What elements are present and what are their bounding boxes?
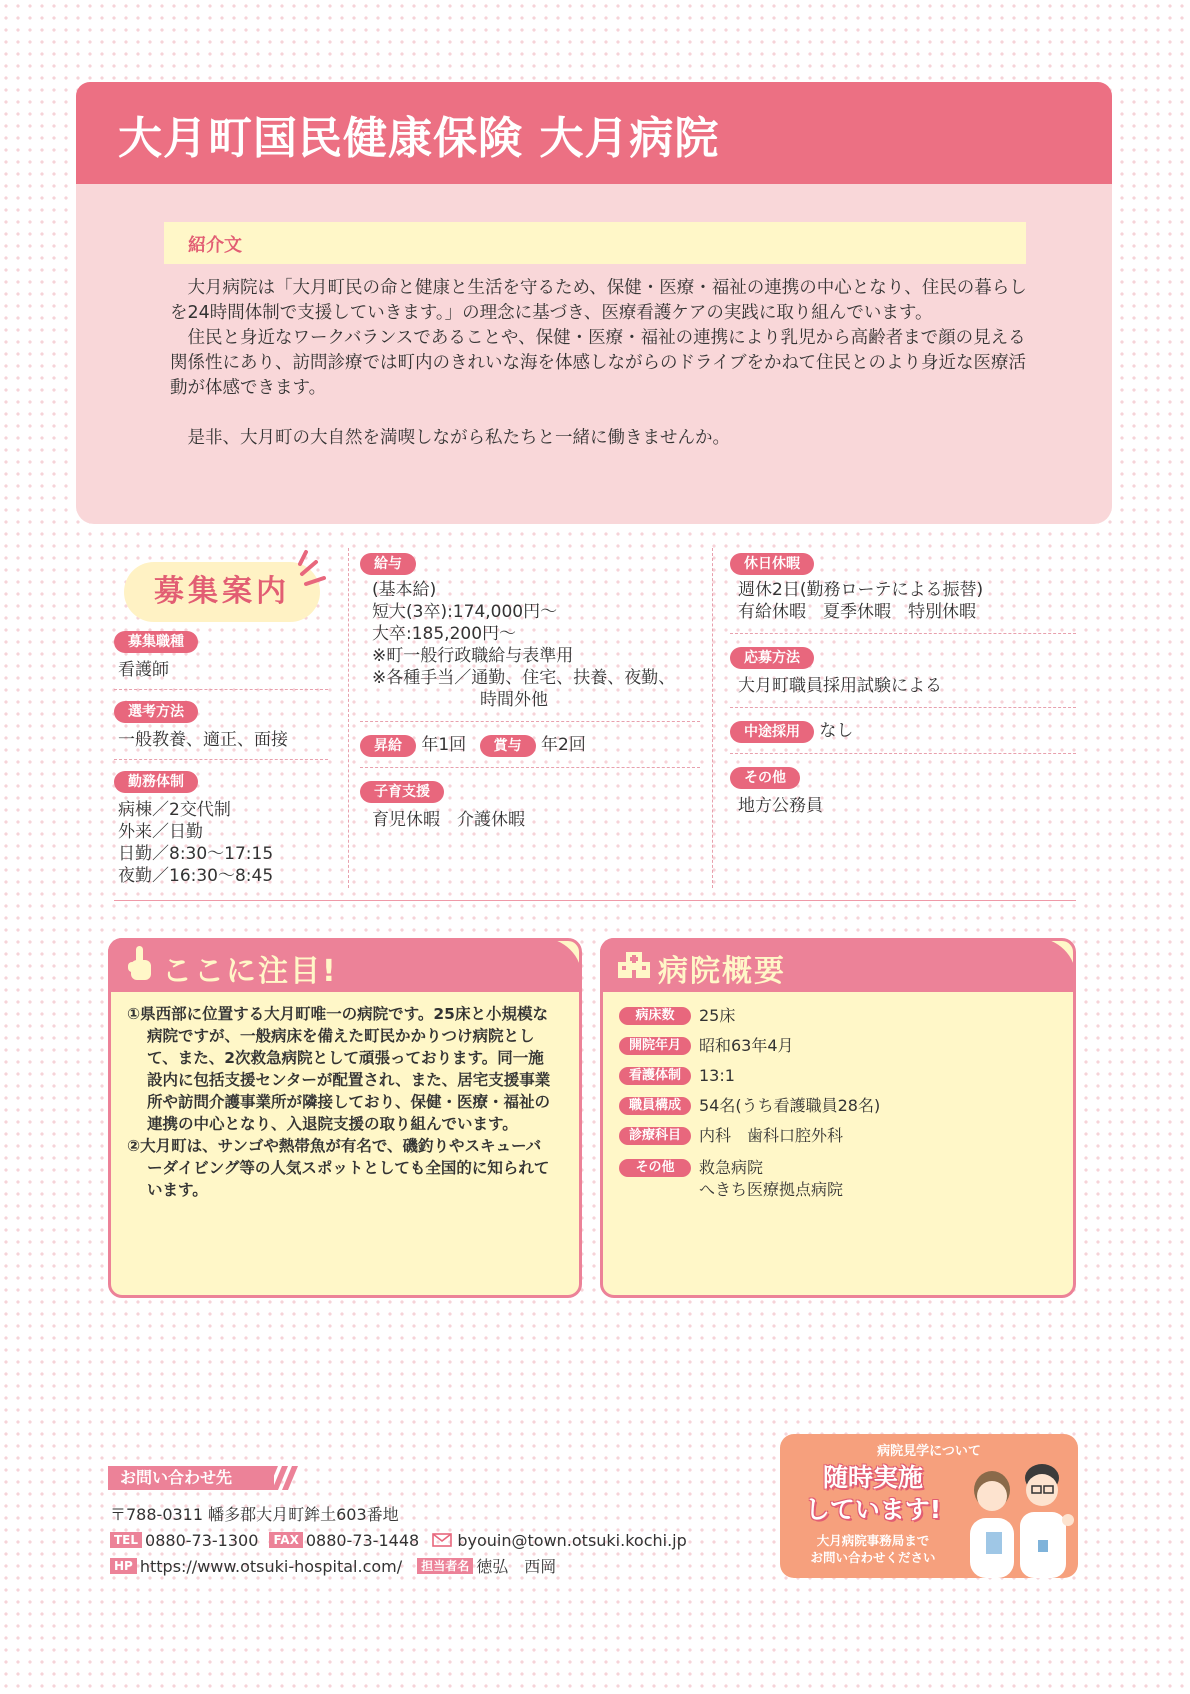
promo-sub-text [788,1532,958,1566]
overview-value: 54名(うち看護職員28名) [699,1096,881,1115]
holiday-line: 週休2日(勤務ローテによる振替) [738,580,984,600]
apply-label: 応募方法 [730,647,814,669]
overview-row [619,1035,794,1057]
childcare-item [360,768,700,831]
midcareer-value: なし [819,721,854,741]
overview-value: へきち医療拠点病院 [699,1180,844,1199]
selection-value: 一般教養、適正、面接 [118,730,288,750]
other-item [730,754,1076,817]
pointing-hand-icon [126,944,156,984]
shift-line: 日勤／8:30〜17:15 [118,844,274,864]
other-value: 地方公務員 [738,796,823,816]
tel-value: 0880-73-1300 [145,1531,259,1550]
holiday-item [730,552,1076,634]
intro-label: 紹介文 [188,235,242,256]
section-divider [114,900,1076,901]
raise-bonus-item [360,722,700,768]
attention-header [108,938,582,992]
person-value: 徳弘 西岡 [476,1557,557,1576]
overview-label: 病床数 [619,1007,691,1025]
salary-line: ※町一般行政職給与表準用 [372,646,574,666]
overview-label: その他 [619,1159,691,1177]
overview-value: 救急病院 [699,1158,764,1177]
hp-link[interactable]: https://www.otsuki-hospital.com/ [139,1557,403,1576]
overview-header [600,938,1076,992]
attention-item: ②大月町は、サンゴや熱帯魚が有名で、磯釣りやスキューバーダイビング等の人気スポットとしても全国的に知られています。 [127,1137,550,1199]
mail-icon [432,1533,452,1547]
salary-label: 給与 [360,553,416,575]
overview-panel [600,938,1076,1298]
overview-row [619,1157,843,1201]
intro-box [76,184,1112,524]
job-value: 看護師 [118,660,169,680]
hp-label: HP [110,1558,137,1574]
overview-title: 病院概要 [658,954,786,989]
salary-item [360,552,700,722]
slash-decoration-icon [262,1466,298,1490]
raise-value: 年1回 [421,735,467,755]
person-label: 担当者名 [417,1558,473,1574]
salary-line: (基本給) [372,580,437,600]
contact-address: 〒788-0311 幡多郡大月町鉾土603番地 [110,1505,399,1524]
raise-label: 昇給 [360,735,416,757]
page-title: 大月町国民健康保険 大月病院 [118,113,720,164]
sparkle-icon [298,548,328,588]
shift-item [114,760,328,887]
midcareer-label: 中途採用 [730,721,814,743]
column-divider [348,548,349,888]
intro-label-bar [164,222,1026,264]
overview-label: 開院年月 [619,1037,691,1055]
hospital-building-icon [616,950,652,980]
overview-label: 看護体制 [619,1067,691,1085]
attention-list [127,1003,555,1201]
overview-row [619,1005,735,1027]
email-link[interactable]: byouin@town.otsuki.kochi.jp [457,1531,687,1550]
promo-line: しています! [804,1495,942,1524]
intro-paragraph-3: 是非、大月町の大自然を満喫しながら私たちと一緒に働きませんか。 [187,428,730,448]
salary-line: 時間外他 [480,690,548,710]
fax-label: FAX [269,1532,302,1548]
overview-row [619,1095,880,1117]
column-divider [712,548,713,888]
shift-line: 夜勤／16:30〜8:45 [118,866,274,886]
holiday-label: 休日休暇 [730,553,814,575]
promo-small-line: 大月病院事務局まで [816,1533,930,1548]
bonus-value: 年2回 [541,735,586,755]
attention-item: ①県西部に位置する大月町唯一の病院です。25床と小規模な病院ですが、一般病床を備えた町民かかりつけ病院として、また、2次救急病院として頑張っております。同一施設内に包括支援センターが配置され、また、居宅支援事業所や訪問介護事業所が隣接しており、保健・医療・福祉の連携の中心となり、入退院支援の取り組んでいます。 [127,1005,551,1133]
overview-value: 25床 [699,1006,736,1025]
promo-heading: 病院見学について [877,1444,981,1459]
promo-small-line: お問い合わせください [810,1550,936,1565]
childcare-label: 子育支援 [360,781,444,803]
overview-label: 診療科目 [619,1127,691,1145]
intro-text [170,276,1030,451]
recruit-column-3 [730,552,1076,817]
recruit-title: 募集案内 [124,562,320,622]
bonus-label: 賞与 [480,735,536,757]
shift-label: 勤務体制 [114,771,198,793]
intro-paragraph-1: 大月病院は「大月町民の命と健康と生活を守るため、保健・医療・福祉の連携の中心となり、住民の暮らしを24時間体制で支援していきます。」の理念に基づき、医療看護ケアの実践に取り組んでいます。 [170,278,1027,323]
childcare-value: 育児休暇 介護休暇 [372,810,525,830]
job-label: 募集職種 [114,631,198,653]
overview-row [619,1125,843,1147]
contact-phone-row [110,1530,687,1552]
salary-line: 大卒:185,200円〜 [372,624,517,644]
visit-promo [780,1434,1078,1578]
overview-label: 職員構成 [619,1097,691,1115]
staff-illustration [960,1460,1074,1578]
salary-line: ※各種手当／通勤、住宅、扶養、夜勤、 [372,668,676,688]
recruit-column-1 [114,630,328,887]
job-item [114,630,328,690]
overview-value: 昭和63年4月 [699,1036,794,1055]
salary-line: 短大(3卒):174,000円〜 [372,602,558,622]
attention-panel [108,938,582,1298]
apply-item [730,634,1076,708]
overview-value: 13:1 [699,1066,735,1085]
midcareer-item [730,708,1076,754]
tel-label: TEL [110,1532,142,1548]
fax-value: 0880-73-1448 [305,1531,420,1550]
holiday-line: 有給休暇 夏季休暇 特別休暇 [738,602,976,622]
other-label: その他 [730,767,800,789]
title-bar [76,82,1112,184]
apply-value: 大月町職員採用試験による [738,676,942,696]
contact-title: お問い合わせ先 [108,1466,274,1490]
intro-paragraph-2: 住民と身近なワークバランスであることや、保健・医療・福祉の連携により乳児から高齢者まで顔の見える関係性にあり、訪問診療では町内のきれいな海を体感しながらのドライブをかねて住民とのより身近な医療活動が体感できます。 [170,328,1027,398]
contact-hp-row [110,1556,556,1578]
selection-label: 選考方法 [114,701,198,723]
promo-line: 随時実施 [822,1463,923,1492]
overview-value: 内科 歯科口腔外科 [699,1126,844,1145]
shift-line: 病棟／2交代制 [118,800,231,820]
recruit-column-2 [360,552,700,831]
shift-line: 外来／日勤 [118,822,203,842]
overview-row [619,1065,735,1087]
promo-main-text [788,1462,958,1526]
selection-item [114,690,328,760]
attention-title: ここに注目! [162,954,338,989]
